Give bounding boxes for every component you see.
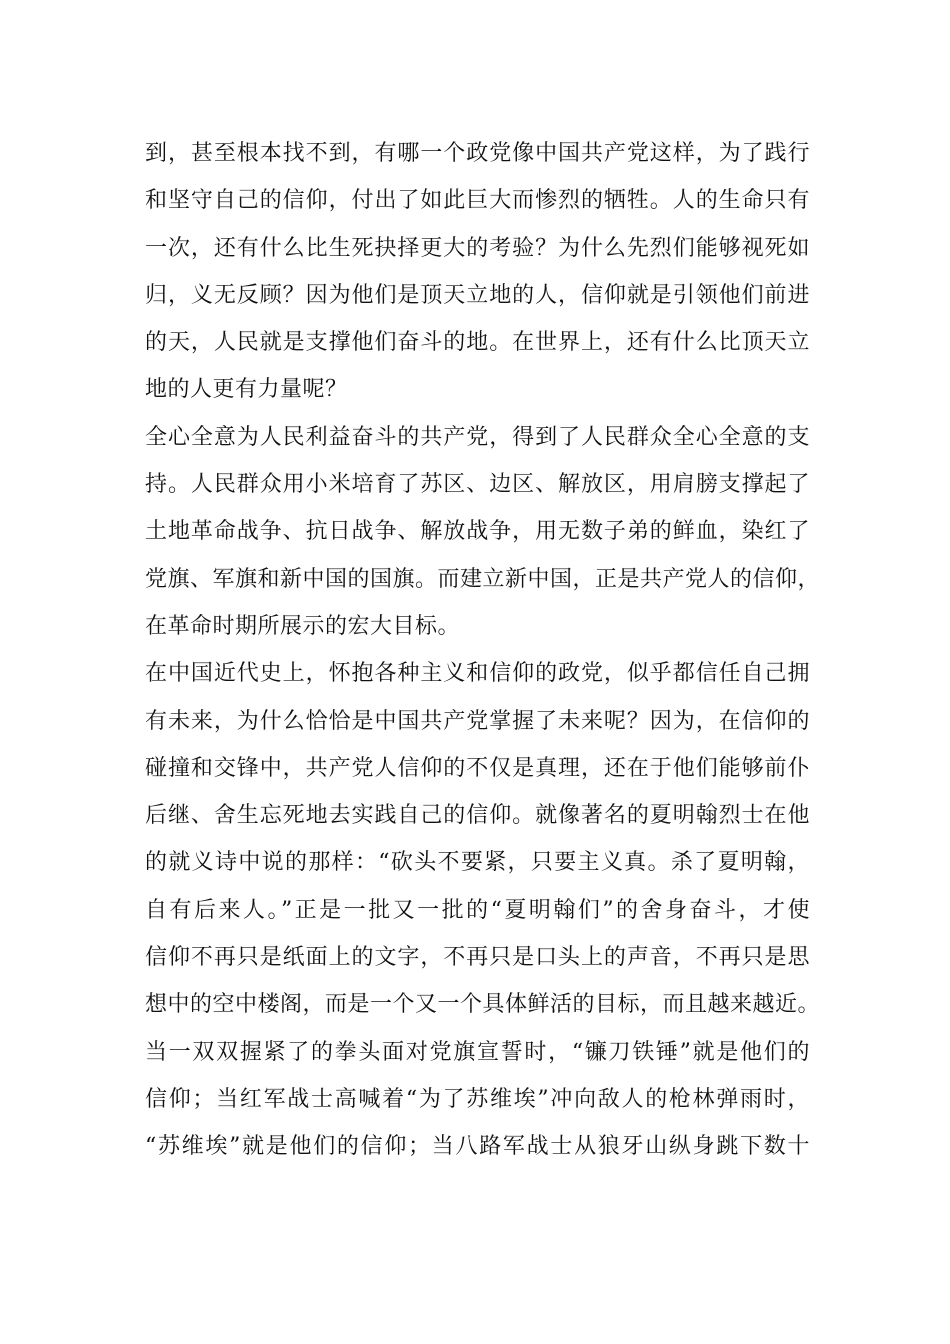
text-line: 的就义诗中说的那样：“砍头不要紧，只要主义真。杀了夏明翰， — [145, 850, 810, 876]
text-line: 自有后来人。”正是一批又一批的“夏明翰们”的舍身奋斗，才使 — [145, 897, 810, 923]
body-text — [145, 130, 821, 1171]
text-line: 归，义无反顾？因为他们是顶天立地的人，信仰就是引领他们前进 — [145, 282, 810, 308]
text-line: 到，甚至根本找不到，有哪一个政党像中国共产党这样，为了践行 — [145, 141, 810, 166]
text-line: 地的人更有力量呢？ — [145, 377, 348, 403]
text-line: 全心全意为人民利益奋斗的共产党，得到了人民群众全心全意的支 — [145, 424, 810, 450]
text-line: 土地革命战争、抗日战争、解放战争，用无数子弟的鲜血，染红了 — [145, 519, 810, 545]
text-line: 的天，人民就是支撑他们奋斗的地。在世界上，还有什么比顶天立 — [145, 330, 810, 356]
text-line: 在革命时期所展示的宏大目标。 — [145, 613, 461, 639]
text-line: 想中的空中楼阁，而是一个又一个具体鲜活的目标，而且越来越近。 — [145, 992, 821, 1018]
text-line: 后继、舍生忘死地去实践自己的信仰。就像著名的夏明翰烈士在他 — [145, 803, 810, 829]
text-line: “苏维埃”就是他们的信仰；当八路军战士从狼牙山纵身跳下数十 — [145, 1134, 810, 1160]
text-line: 持。人民群众用小米培育了苏区、边区、解放区，用肩膀支撑起了 — [145, 472, 810, 498]
text-line: 有未来，为什么恰恰是中国共产党掌握了未来呢？因为，在信仰的 — [145, 708, 810, 734]
text-line: 在中国近代史上，怀抱各种主义和信仰的政党，似乎都信任自己拥 — [145, 661, 810, 687]
text-line: 一次，还有什么比生死抉择更大的考验？为什么先烈们能够视死如 — [145, 235, 810, 261]
text-line: 和坚守自己的信仰，付出了如此巨大而惨烈的牺牲。人的生命只有 — [145, 188, 810, 214]
text-line: 信仰不再只是纸面上的文字，不再只是口头上的声音，不再只是思 — [145, 945, 810, 971]
text-line: 党旗、军旗和新中国的国旗。而建立新中国，正是共产党人的信仰， — [145, 566, 821, 592]
text-line: 当一双双握紧了的拳头面对党旗宣誓时，“镰刀铁锤”就是他们的 — [145, 1039, 810, 1065]
text-line: 信仰；当红军战士高喊着“为了苏维埃”冲向敌人的枪林弹雨时， — [145, 1086, 810, 1112]
text-line: 碰撞和交锋中，共产党人信仰的不仅是真理，还在于他们能够前仆 — [145, 755, 810, 781]
